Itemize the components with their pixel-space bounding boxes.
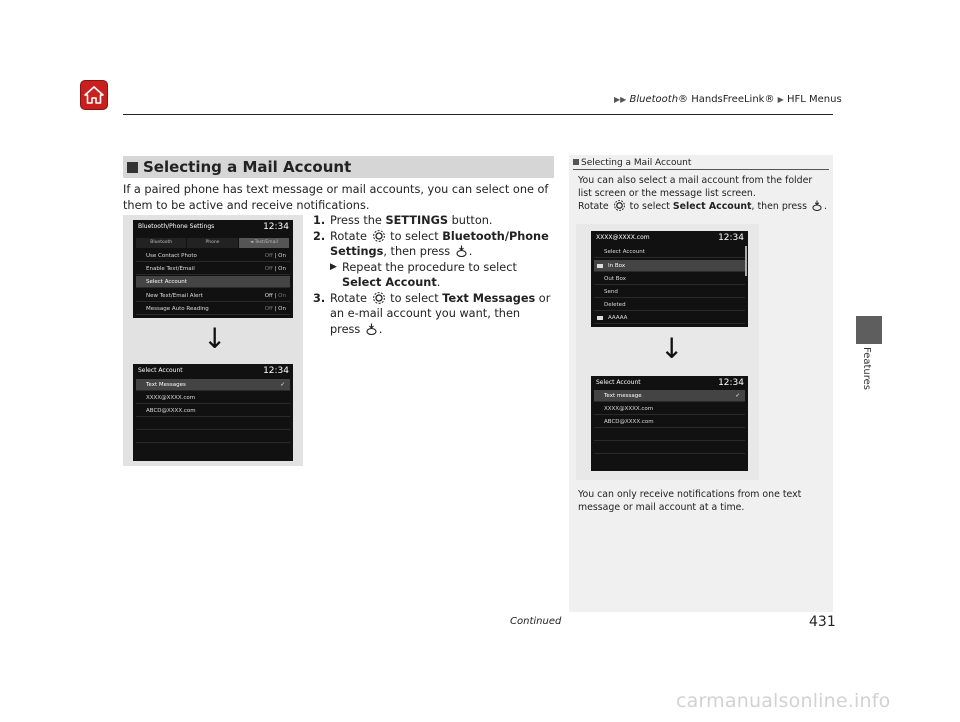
list-item[interactable]: Enable Text/Email Off | On	[136, 263, 290, 275]
list-item[interactable]: Text message ✓	[594, 390, 745, 402]
list-item[interactable]: XXXX@XXXX.com	[594, 403, 745, 415]
list-item	[136, 431, 290, 443]
breadcrumb-arrow-icon: ▶▶	[614, 95, 627, 104]
list-item	[594, 429, 745, 441]
note-rule	[573, 169, 829, 170]
breadcrumb-hfl-menus: HFL Menus	[787, 94, 842, 105]
list-item[interactable]: XXXX@XXXX.com	[136, 392, 290, 404]
selector-knob-icon	[373, 292, 385, 304]
screen-title: Bluetooth/Phone Settings	[138, 223, 215, 230]
folder-list-screen	[591, 231, 748, 327]
folder-icon	[597, 316, 603, 320]
screen-title: XXXX@XXXX.com	[596, 234, 650, 241]
section-title: Selecting a Mail Account	[143, 158, 352, 176]
home-button[interactable]	[80, 80, 108, 110]
list-item[interactable]: Text Messages ✓	[136, 379, 290, 391]
list-item[interactable]: Send	[594, 286, 745, 298]
step-3: 3. Rotate to select Text Messages or an e-mail account you want, then press .	[313, 291, 551, 336]
step-2: 2. Rotate to select Bluetooth/Phone Settings, then press .	[313, 229, 549, 258]
settings-screen	[133, 220, 293, 318]
breadcrumb-handsfreelink: HandsFreeLink®	[688, 94, 775, 105]
note-title: Selecting a Mail Account	[573, 158, 691, 168]
note-paragraph-2: You can only receive notifications from one text message or mail account at a time.	[578, 489, 802, 513]
list-item[interactable]: New Text/Email Alert Off | On	[136, 290, 290, 302]
list-item[interactable]: AAAAA	[594, 312, 745, 324]
steps	[313, 213, 553, 337]
screen-clock: 12:34	[718, 378, 744, 388]
tab-phone[interactable]: Phone	[187, 238, 237, 248]
settings-tabs	[136, 238, 290, 248]
step-1: 1. Press the SETTINGS button.	[313, 214, 493, 227]
continued-label: Continued	[510, 616, 562, 627]
list-item	[136, 418, 290, 430]
section-heading	[123, 156, 554, 178]
list-item[interactable]: Use Contact Photo Off | On	[136, 250, 290, 262]
side-tab-label: Features	[861, 347, 872, 390]
side-tab	[856, 316, 882, 344]
note-paragraph-1: You can also select a mail account from the folder list screen or the message list screen. Rotate to select Select Account, then press .	[578, 175, 827, 212]
sub-arrow-icon: ▶	[330, 261, 337, 272]
down-arrow-icon: ↓	[660, 332, 684, 365]
tab-bluetooth[interactable]: Bluetooth	[136, 238, 186, 248]
list-item[interactable]: Select Account	[594, 246, 745, 258]
selector-knob-icon	[373, 230, 385, 242]
selector-knob-icon	[614, 200, 625, 211]
page-number: 431	[809, 614, 836, 630]
list-item	[594, 442, 745, 454]
down-arrow-icon: ↓	[203, 322, 227, 355]
note-square-icon	[573, 159, 579, 165]
scrollbar[interactable]	[745, 246, 747, 276]
screen-title: Select Account	[138, 367, 183, 374]
tab-pointer-icon: ◄	[249, 240, 254, 245]
screen-clock: 12:34	[263, 366, 289, 376]
step-2-sub: ▶ Repeat the procedure to select Select Account.	[330, 260, 517, 289]
list-item-select-account[interactable]: Select Account	[136, 276, 290, 288]
intro-paragraph: If a paired phone has text message or mail accounts, you can select one of them to be active and receive notifications.	[123, 183, 549, 212]
list-item[interactable]: ABCD@XXXX.com	[136, 405, 290, 417]
check-icon: ✓	[735, 393, 740, 399]
list-item[interactable]: Message Auto Reading Off | On	[136, 303, 290, 315]
breadcrumb-arrow-icon: ▶	[777, 95, 784, 104]
list-item[interactable]: Out Box	[594, 273, 745, 285]
breadcrumb-bluetooth: Bluetooth	[629, 94, 679, 105]
screen-clock: 12:34	[263, 222, 289, 232]
list-item[interactable]: Deleted	[594, 299, 745, 311]
section-square-icon	[127, 162, 138, 173]
tab-text-email[interactable]: ◄ Text/Email	[239, 238, 289, 248]
screen-clock: 12:34	[718, 233, 744, 243]
list-item[interactable]: ABCD@XXXX.com	[594, 416, 745, 428]
home-icon	[84, 86, 104, 104]
breadcrumb	[614, 94, 842, 105]
list-item[interactable]: In Box	[594, 260, 745, 272]
breadcrumb-reg-mark: ®	[678, 94, 689, 105]
screen-title: Select Account	[596, 379, 641, 386]
check-icon: ✓	[280, 382, 285, 388]
press-knob-icon	[456, 245, 467, 257]
header-rule	[123, 114, 833, 115]
press-knob-icon	[812, 200, 822, 211]
select-account-screen	[133, 364, 293, 461]
press-knob-icon	[366, 323, 377, 335]
watermark: carmanualsonline.info	[676, 690, 891, 712]
select-account-screen-2	[591, 376, 748, 471]
folder-icon	[597, 264, 603, 268]
